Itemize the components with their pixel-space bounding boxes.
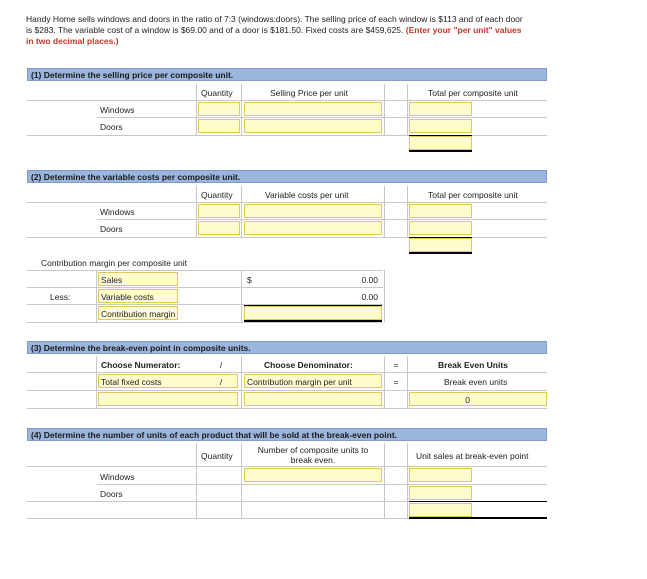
s2-composite-total-input[interactable] [409,238,472,252]
s1-col-selling-price: Selling Price per unit [270,88,348,98]
cm-less-label: Less: [50,292,71,302]
section-1-heading: (1) Determine the selling price per composite unit. [27,68,547,81]
cm-dollar-sign: $ [247,275,252,285]
section-2-heading: (2) Determine the variable costs per composite unit. [27,170,547,183]
s1-doors-quantity-input[interactable] [198,119,240,133]
s3-header-slash: / [219,360,223,370]
s4-doors-sales-input[interactable] [409,486,472,500]
s4-col-unit-sales: Unit sales at break-even point [416,451,529,461]
s1-col-quantity: Quantity [201,88,233,98]
s1-windows-total-input[interactable] [409,102,472,116]
section-4-heading: (4) Determine the number of units of each product that will be sold at the break-even point. [27,428,547,441]
s4-col-composite-units: Number of composite units to break even. [257,445,369,465]
s2-doors-total-input[interactable] [409,221,472,235]
s3-denominator-value: Contribution margin per unit [247,377,352,387]
s1-windows-price-input[interactable] [244,102,382,116]
s4-windows-sales-input[interactable] [409,468,472,482]
s2-row-windows: Windows [100,207,135,217]
s1-row-doors: Doors [100,122,123,132]
s1-windows-quantity-input[interactable] [198,102,240,116]
s4-row-windows: Windows [100,472,135,482]
s1-doors-price-input[interactable] [244,119,382,133]
cm-title: Contribution margin per composite unit [41,258,187,268]
s1-composite-total-input[interactable] [409,136,472,150]
s3-header-numerator: Choose Numerator: [101,360,181,370]
problem-statement [26,14,526,47]
s1-row-windows: Windows [100,105,135,115]
cm-contribution-margin-label: Contribution margin [101,309,176,319]
section-3-heading: (3) Determine the break-even point in composite units. [27,341,547,354]
s3-header-equals: = [393,360,399,370]
s2-col-variable-costs: Variable costs per unit [265,190,349,200]
s2-windows-quantity-input[interactable] [198,204,240,218]
instruction-text: (Enter your "per unit" values in two decimal places.) [26,25,522,46]
s4-composite-units-input[interactable] [244,468,382,482]
s3-numerator-value: Total fixed costs [101,377,162,387]
s2-windows-cost-input[interactable] [244,204,382,218]
s2-windows-total-input[interactable] [409,204,472,218]
cm-sales-value: 0.00 [361,275,378,285]
s3-break-even-value: 0 [465,395,470,405]
cm-sales-label: Sales [101,275,123,285]
s3-header-result: Break Even Units [438,360,508,370]
s3-numerator-value-input[interactable] [98,392,238,406]
s4-total-sales-input[interactable] [409,503,472,517]
s1-col-total: Total per composite unit [428,88,518,98]
s4-col-quantity: Quantity [201,451,233,461]
cm-margin-value-input[interactable] [244,306,382,320]
s2-doors-quantity-input[interactable] [198,221,240,235]
s3-header-denominator: Choose Denominator: [264,360,353,370]
s3-result-label: Break even units [444,377,508,387]
s3-denominator-value-input[interactable] [244,392,382,406]
s2-row-doors: Doors [100,224,123,234]
cm-variable-value: 0.00 [361,292,378,302]
s3-slash: / [219,377,223,387]
s3-equals: = [393,377,399,387]
cm-variable-costs-label: Variable costs [101,292,154,302]
s4-row-doors: Doors [100,489,123,499]
s1-doors-total-input[interactable] [409,119,472,133]
s2-doors-cost-input[interactable] [244,221,382,235]
s2-col-quantity: Quantity [201,190,233,200]
problem-text: Handy Home sells windows and doors in the ratio of 7:3 (windows:doors). The selling price of each window is $113 and of each door is $283. The variable cost of a window is $69.00 and of a door is $181.50. Fixed costs are $459,625. [26,14,523,35]
s2-col-total: Total per composite unit [428,190,518,200]
